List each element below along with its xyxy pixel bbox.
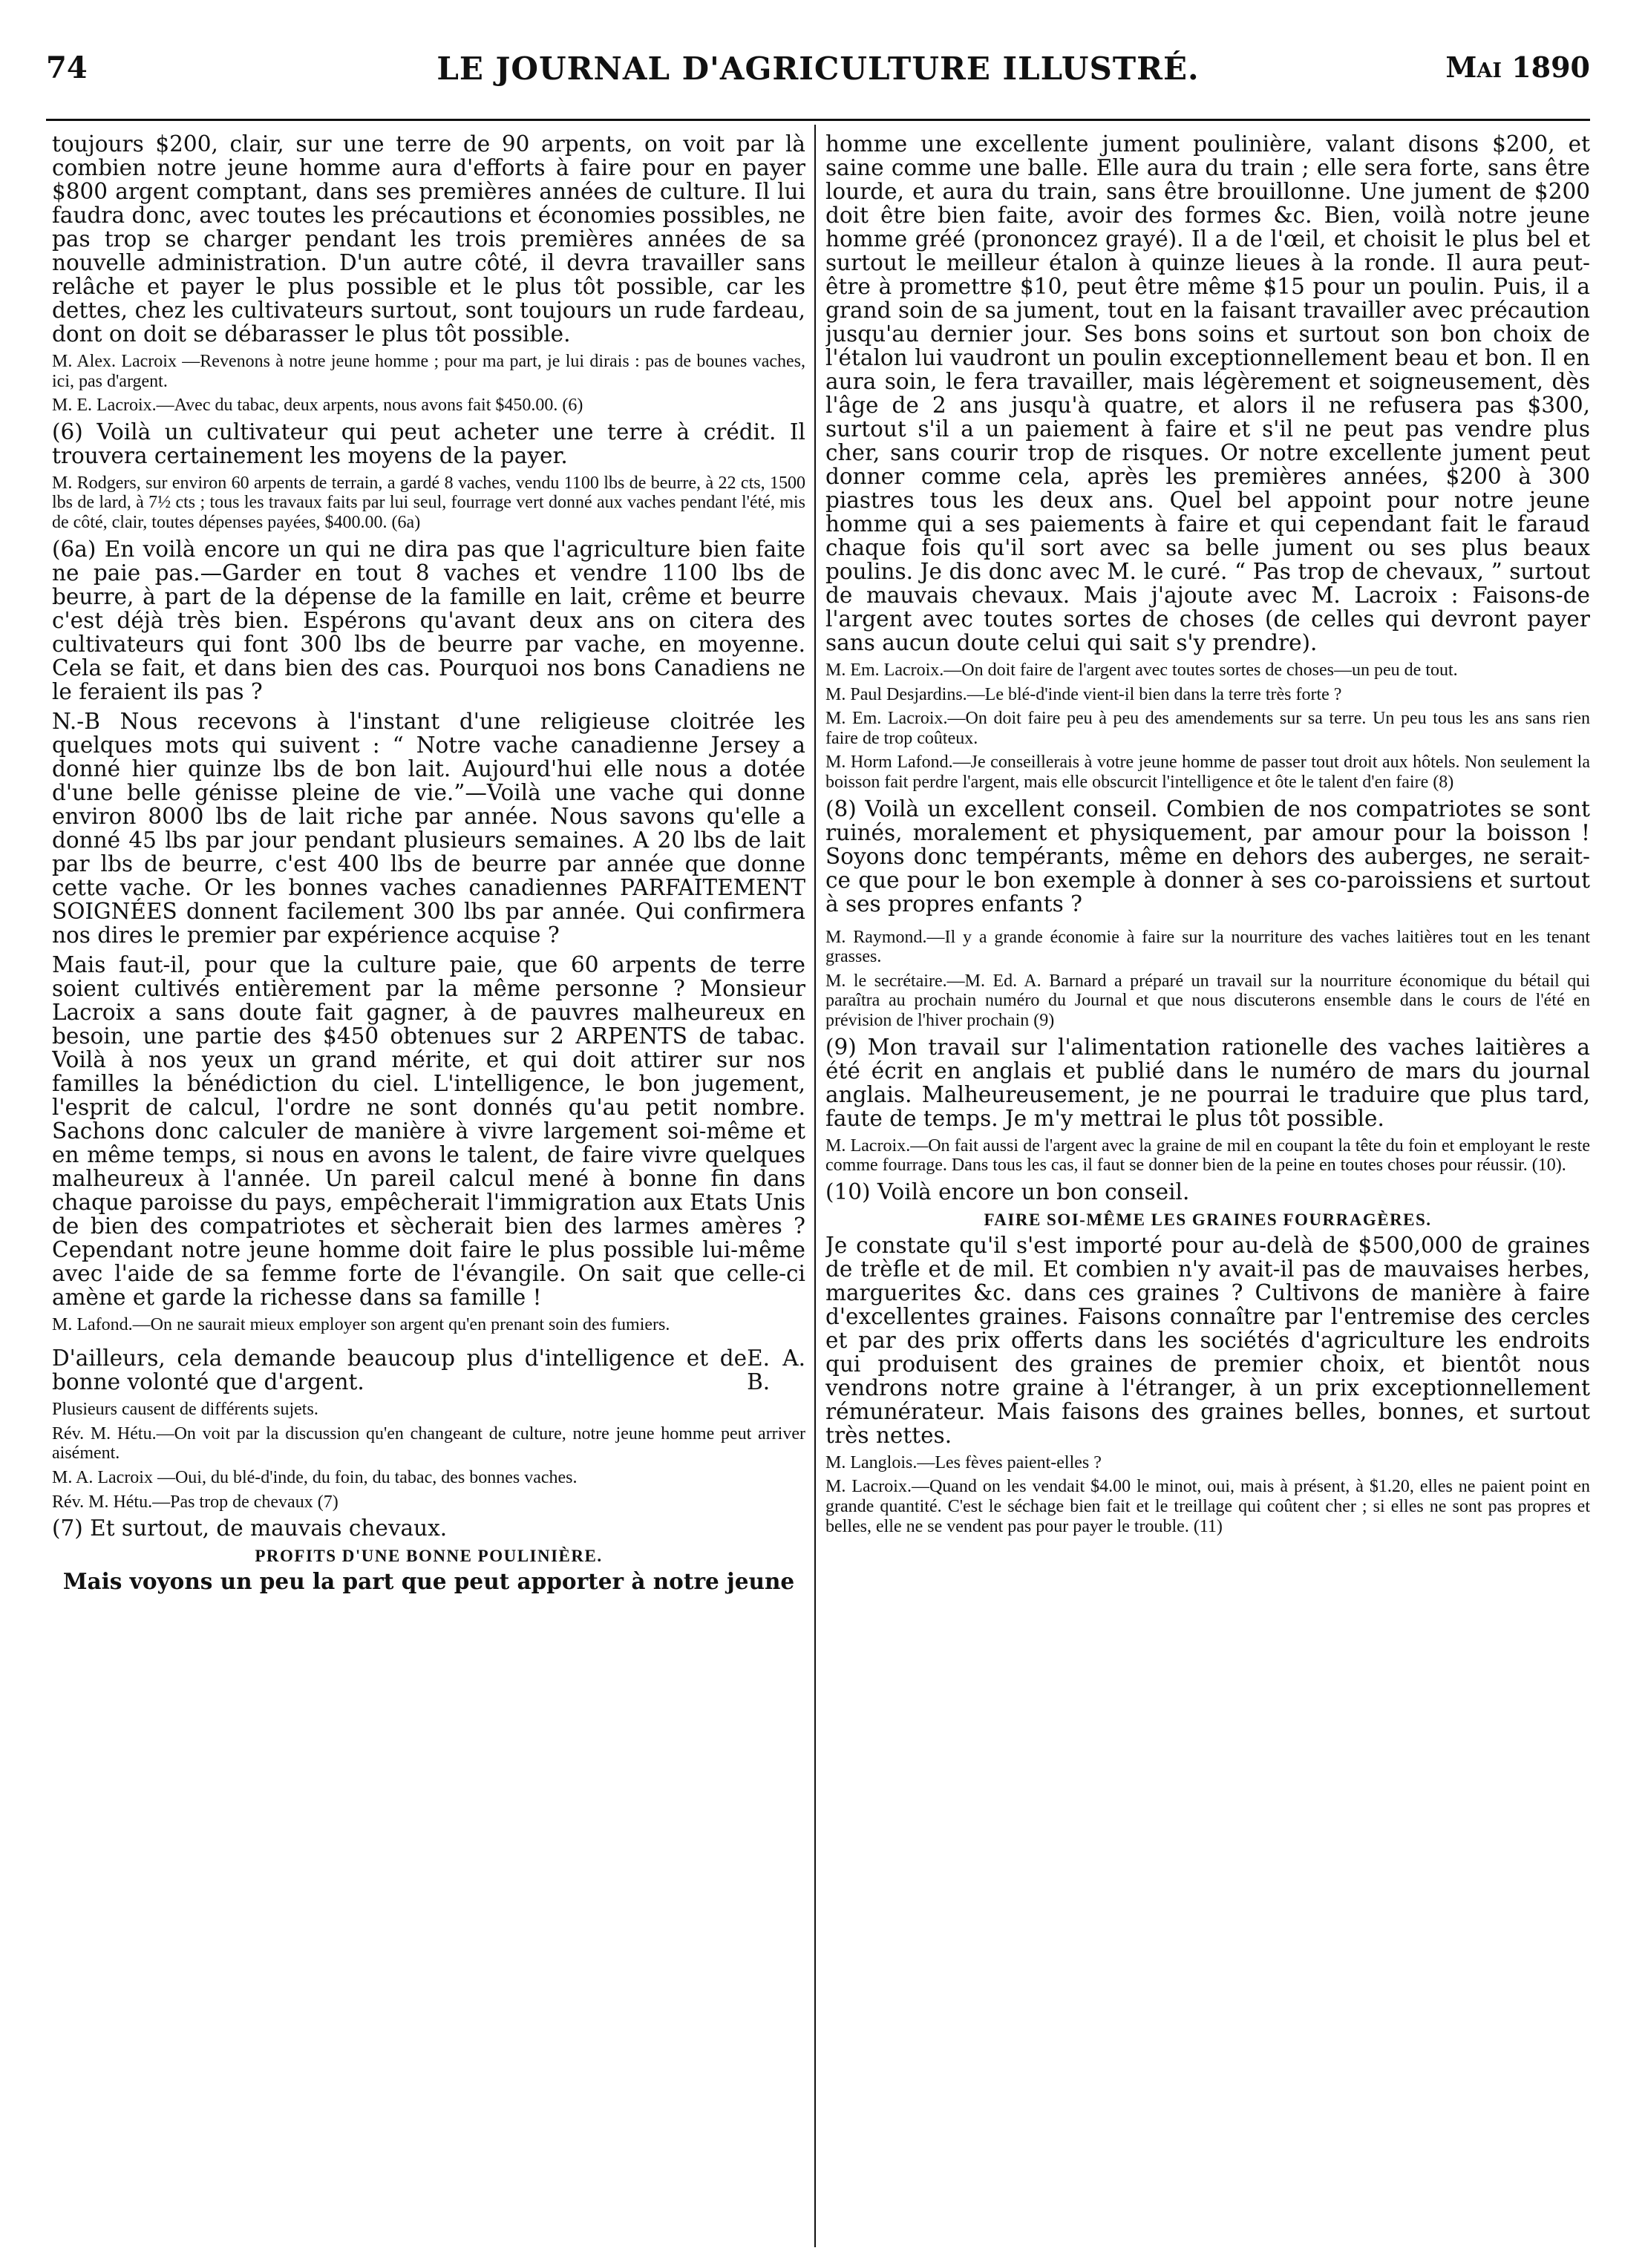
discussion-note: M. Em. Lacroix.—On doit faire de l'argent avec toutes sortes de choses—un peu de tout. — [825, 661, 1458, 680]
discussion-note: Plusieurs causent de différents sujets. — [52, 1400, 318, 1420]
page-header — [46, 50, 1590, 102]
discussion-note: M. Alex. Lacroix —Revenons à notre jeune homme ; pour ma part, je lui dirais : pas de bounes vaches, ici, pas d'argent. — [52, 352, 805, 391]
paragraph: (8) Voilà un excellent conseil. Combien de nos compatriotes se sont ruinés, moralement et physiquement, par amour pour la boisson ! Soyons donc tempérants, même en dehors des auberges, ne serait-ce que pour le bon exemple à donner à ses co-paroissiens et surtout à ses propres enfants ? — [825, 796, 1590, 917]
bold-paragraph: Mais voyons un peu la part que peut apporter à notre jeune — [62, 1568, 795, 1595]
paragraph: Mais faut-il, pour que la culture paie, que 60 arpents de terre soient cultivés entièrement par la même personne ? Monsieur Lacroix a sans doute fait gagner, à de pauvres malheureux en besoin, une partie des $450 obtenues sur 2 ARPENTS de tabac. Voilà à nos yeux un grand mérite, et qui doit attirer sur nos familles la bénédiction du ciel. L'intelligence, le bon jugement, l'esprit de calcul, l'ordre ne sont donnés qu'au petit nombre. Sachons donc calculer de manière à vivre largement soi-même et en même temps, si nous en avons le talent, de faire vivre quelques malheureux à l'année. Un pareil calcul mené à bonne fin dans chaque paroisse du pays, empêcherait l'immigration aux Etats Unis de bien des compatriotes et sècherait bien des larmes amères ? Cependant notre jeune homme doit faire le plus possible lui-même avec l'aide de sa femme forte de l'évangile. On sait que celle-ci amène et garde la richesse dans sa famille ! — [52, 951, 805, 1310]
column-divider — [814, 125, 816, 2247]
discussion-note: Rév. M. Hétu.—Pas trop de chevaux (7) — [52, 1492, 339, 1512]
discussion-note: M. Em. Lacroix.—On doit faire peu à peu des amendements sur sa terre. Un peu tous les ans sans rien faire de trop coûteux. — [825, 709, 1590, 748]
paragraph: Je constate qu'il s'est importé pour au-delà de $500,000 de graines de trèfle et de mil. Et combien n'y avait-il pas de mauvaises herbes, marguerites &c. dans ces graines ? Cultivons de manière à faire d'excellentes graines. Faisons connaître par l'entremise des cercles et par des prix offerts dans les sociétés d'agriculture les endroits qui produisent des graines de premier choix, et bientôt nous vendrons notre graine à l'étranger, à un prix exceptionnellement rémunérateur. Mais faisons des graines belles, bonnes, et surtout très nettes. — [825, 1232, 1590, 1448]
discussion-note: M. E. Lacroix.—Avec du tabac, deux arpents, nous avons fait $450.00. (6) — [52, 396, 583, 416]
issue-date: Mai 1890 — [1445, 50, 1590, 84]
paragraph: (6a) En voilà encore un qui ne dira pas que l'agriculture bien faite ne paie pas.—Garder en tout 8 vaches et vendre 1100 lbs de beurre, à part de la dépense de la famille en lait, crême et beurre c'est déjà très bien. Espérons qu'avant deux ans on citera des cultivateurs qui font 300 lbs de beurre par vache, en moyenne. Cela se fait, et dans bien des cas. Pourquoi nos bons Canadiens ne le feraient ils pas ? — [52, 536, 805, 704]
discussion-note: M. A. Lacroix —Oui, du blé-d'inde, du foin, du tabac, des bonnes vaches. — [52, 1467, 578, 1487]
section-heading: PROFITS D'UNE BONNE POULINIÈRE. — [255, 1547, 603, 1566]
discussion-note: M. Horm Lafond.—Je conseillerais à votre jeune homme de passer tout droit aux hôtels. Non seulement la boisson fait perdre l'argent, mais elle obscurcit l'intelligence et ôte le talent d'en faire (8) — [825, 753, 1590, 792]
discussion-note: M. Raymond.—Il y a grande économie à faire sur la nourriture des vaches laitières tout en les tenant grasses. — [825, 927, 1590, 967]
paragraph: (7) Et surtout, de mauvais chevaux. — [52, 1515, 448, 1541]
left-column — [52, 132, 805, 2247]
discussion-note: Rév. M. Hétu.—On voit par la discussion qu'en changeant de culture, notre jeune homme peut arriver aisément. — [52, 1423, 805, 1464]
signature: E. A. B. — [747, 1346, 805, 1395]
paragraph-text: D'ailleurs, cela demande beaucoup plus d'intelligence et de bonne volonté que d'argent. — [52, 1346, 748, 1395]
paragraph — [52, 1346, 805, 1394]
discussion-note: M. Paul Desjardins.—Le blé-d'inde vient-il bien dans la terre très forte ? — [825, 684, 1342, 704]
journal-title: LE JOURNAL D'AGRICULTURE ILLUSTRÉ. — [436, 50, 1200, 87]
right-column — [825, 132, 1590, 2247]
discussion-note: M. Lacroix.—On fait aussi de l'argent avec la graine de mil en coupant la tête du foin et employant le reste comme fourrage. Dans tous les cas, il faut se donner bien de la peine en toutes choses pour réussir. (10). — [825, 1135, 1590, 1176]
paragraph: (9) Mon travail sur l'alimentation rationelle des vaches laitières a été écrit en anglais et publié dans le numéro de mars du journal anglais. Malheureusement, je ne pourrai le traduire que plus tard, faute de temps. Je m'y mettrai le plus tôt possible. — [825, 1034, 1590, 1131]
discussion-note: M. le secrétaire.—M. Ed. A. Barnard a préparé un travail sur la nourriture économique du bétail qui paraîtra au prochain numéro du Journal et que nous discuterons ensemble dans le cours de l'été en prévision de l'hiver prochain (9) — [825, 971, 1590, 1030]
section-heading: FAIRE SOI-MÊME LES GRAINES FOURRAGÈRES. — [984, 1210, 1432, 1229]
paragraph: toujours $200, clair, sur une terre de 90 arpents, on voit par là combien notre jeune homme aura d'efforts à faire pour en payer $800 argent comptant, dans ses premières années de culture. Il lui faudra donc, avec toutes les précautions et économies possibles, ne pas trop se charger pendant les trois premières années de sa nouvelle administration. D'un autre côté, il devra travailler sans relâche et payer le plus possible et le plus tôt possible, car les dettes, chez les cultivateurs surtout, sont toujours un rude fardeau, dont on doit se débarasser le plus tôt possible. — [52, 132, 805, 347]
discussion-note: M. Rodgers, sur environ 60 arpents de terrain, a gardé 8 vaches, vendu 1100 lbs de beurre, à 22 cts, 1500 lbs de lard, à 7½ cts ; tous les travaux faits par lui seul, fourrage vert donné aux vaches pendant l'été, mis de côté, clair, toutes dépenses payées, $400.00. (6a) — [52, 473, 805, 532]
discussion-note: M. Lafond.—On ne saurait mieux employer son argent qu'en prenant soin des fumiers. — [52, 1314, 670, 1334]
paragraph: N.-B Nous recevons à l'instant d'une religieuse cloitrée les quelques mots qui suivent : “ Notre vache canadienne Jersey a donné hier quinze lbs de bon lait. Aujourd'hui elle nous a dotée d'une belle génisse pleine de vie.”—Voilà une vache qui donne environ 8000 lbs de lait riche par année. Nous savons qu'elle a donné 45 lbs par jour pendant plusieurs semaines. A 20 lbs de lait par lbs de beurre, c'est 400 lbs de beurre par année que donne cette vache. Or les bonnes vaches canadiennes PARFAITEMENT SOIGNÉES donnent facilement 300 lbs par année. Qui confirmera nos dires le premier par expérience acquise ? — [52, 708, 805, 948]
discussion-note: M. Lacroix.—Quand on les vendait $4.00 le minot, oui, mais à présent, à $1.20, elles ne paient point en grande quantité. C'est le séchage bien fait et le treillage qui coûtent cher ; si elles ne sont pas propres et belles, elle ne se vendent pas pour payer le trouble. (11) — [825, 1477, 1590, 1536]
paragraph: homme une excellente jument poulinière, valant disons $200, et saine comme une balle. Elle aura du train ; elle sera forte, sans être lourde, et aura du train, sans être brouillonne. Une jument de $200 doit être bien faite, avoir des formes &c. Bien, voilà notre jeune homme gréé (prononcez grayé). Il a de l'œil, et choisit le plus bel et surtout le meilleur étalon à quinze lieues à la ronde. Il aura peut-être à promettre $10, peut être même $15 pour un poulin. Puis, il a grand soin de sa jument, tout en la faisant travailler avec précaution jusqu'au dernier jour. Ses bons soins et surtout son bon choix de l'étalon lui vaudront un poulin exceptionnellement beau et bon. Il en aura soin, le fera travailler, mais légèrement et soigneusement, dès l'âge de 2 ans jusqu'à quatre, et alors il ne refusera pas $300, surtout s'il a un paiement à faire et s'il ne peut pas vendre plus cher, sans courir trop de risques. Or notre excellente jument peut donner comme cela, après les premières années, $200 à 300 piastres tous les deux ans. Quel bel appoint pour notre jeune homme qui a ses paiements à faire et qui cependant fait le faraud chaque fois qu'il sort avec sa belle jument ou ses plus beaux poulins. Je dis donc avec M. le curé. “ Pas trop de chevaux, ” surtout de mauvais chevaux. Mais j'ajoute avec M. Lacroix : Faisons-de l'argent avec toutes sortes de choses (de celles qui devront payer sans aucun doute celui qui sait s'y prendre). — [825, 132, 1590, 655]
discussion-note: M. Langlois.—Les fèves paient-elles ? — [825, 1452, 1102, 1472]
page-number: 74 — [46, 50, 88, 85]
paragraph: (6) Voilà un cultivateur qui peut acheter une terre à crédit. Il trouvera certainement les moyens de la payer. — [52, 419, 805, 468]
paragraph: (10) Voilà encore un bon conseil. — [825, 1179, 1190, 1205]
header-rule — [46, 119, 1590, 121]
